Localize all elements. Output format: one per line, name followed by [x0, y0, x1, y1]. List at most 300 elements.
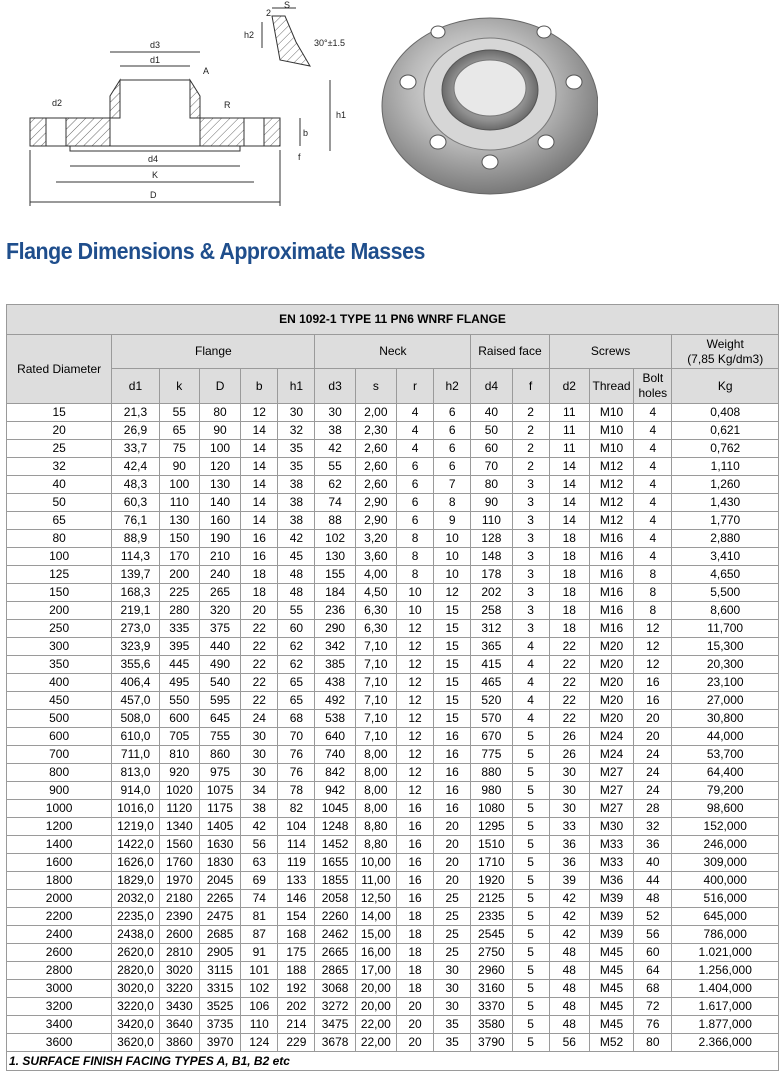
rated-diameter-cell: 2600	[7, 944, 112, 962]
rated-diameter-cell: 15	[7, 404, 112, 422]
table-cell: 48	[549, 1016, 589, 1034]
table-cell: 20,00	[355, 980, 396, 998]
table-cell: 16	[396, 854, 433, 872]
table-cell: 225	[159, 584, 199, 602]
rated-diameter-cell: 2800	[7, 962, 112, 980]
table-cell: 48	[549, 980, 589, 998]
drawing-label-angle: 30°±1.5	[314, 38, 346, 48]
table-cell: 44,000	[672, 728, 779, 746]
table-cell: 457,0	[112, 692, 159, 710]
table-cell: 2462	[315, 926, 355, 944]
subheader-cell: D	[199, 369, 240, 404]
table-cell: 16	[634, 692, 672, 710]
table-cell: 860	[199, 746, 240, 764]
table-body	[7, 404, 779, 1052]
rated-diameter-cell: 150	[7, 584, 112, 602]
table-cell: 188	[278, 962, 315, 980]
table-cell: 258	[471, 602, 512, 620]
table-cell: 1248	[315, 818, 355, 836]
table-cell: 8	[396, 548, 433, 566]
table-cell: 24	[634, 782, 672, 800]
subheader-cell: d4	[471, 369, 512, 404]
table-cell: 102	[315, 530, 355, 548]
table-cell: 3475	[315, 1016, 355, 1034]
table-cell: 87	[241, 926, 278, 944]
table-cell: 14	[241, 512, 278, 530]
table-cell: 5	[512, 764, 549, 782]
table-cell: 18	[396, 962, 433, 980]
table-cell: 6	[434, 458, 471, 476]
drawing-label-d4: d4	[148, 154, 159, 164]
table-cell: 8,00	[355, 746, 396, 764]
table-cell: 22,00	[355, 1016, 396, 1034]
table-cell: 65	[278, 692, 315, 710]
table-row	[7, 710, 779, 728]
subheader-cell: Bolt holes	[634, 369, 672, 404]
table-cell: 16	[396, 890, 433, 908]
table-cell: 3	[512, 566, 549, 584]
table-cell: 42	[241, 818, 278, 836]
table-cell: 6	[396, 476, 433, 494]
table-cell: 375	[199, 620, 240, 638]
table-cell: 705	[159, 728, 199, 746]
table-cell: 1.617,000	[672, 998, 779, 1016]
table-cell: 3220	[159, 980, 199, 998]
table-cell: 12	[634, 638, 672, 656]
table-cell: 438	[315, 674, 355, 692]
table-cell: 4	[396, 404, 433, 422]
table-cell: 5,500	[672, 584, 779, 602]
drawing-label-d3: d3	[150, 40, 161, 50]
table-cell: M27	[589, 782, 633, 800]
table-cell: 22	[241, 692, 278, 710]
drawing-label-k: K	[152, 170, 159, 180]
table-cell: 5	[512, 1034, 549, 1052]
table-cell: 90	[471, 494, 512, 512]
table-cell: 65	[159, 422, 199, 440]
table-cell: 76	[278, 746, 315, 764]
table-cell: 1.404,000	[672, 980, 779, 998]
table-cell: 3315	[199, 980, 240, 998]
table-cell: M24	[589, 728, 633, 746]
table-cell: 79,200	[672, 782, 779, 800]
table-cell: 465	[471, 674, 512, 692]
table-cell: 2,90	[355, 494, 396, 512]
flange-photo	[378, 2, 598, 202]
table-cell: 490	[199, 656, 240, 674]
table-cell: 880	[471, 764, 512, 782]
table-cell: 12	[396, 728, 433, 746]
table-cell: 202	[471, 584, 512, 602]
table-cell: 3	[512, 476, 549, 494]
table-cell: 3220,0	[112, 998, 159, 1016]
table-cell: 8	[634, 584, 672, 602]
rated-diameter-cell: 3400	[7, 1016, 112, 1034]
table-cell: 30	[278, 404, 315, 422]
table-cell: 355,6	[112, 656, 159, 674]
table-cell: 3,20	[355, 530, 396, 548]
table-cell: 595	[199, 692, 240, 710]
table-cell: 48,3	[112, 476, 159, 494]
table-cell: 35	[434, 1034, 471, 1052]
table-cell: 16	[396, 800, 433, 818]
table-cell: 7,10	[355, 656, 396, 674]
table-cell: 110	[241, 1016, 278, 1034]
table-cell: 16	[434, 764, 471, 782]
table-cell: 22,00	[355, 1034, 396, 1052]
rated-diameter-cell: 2000	[7, 890, 112, 908]
table-cell: 192	[278, 980, 315, 998]
table-cell: 4	[396, 440, 433, 458]
table-cell: 30	[434, 962, 471, 980]
table-cell: 32	[278, 422, 315, 440]
table-cell: 70	[278, 728, 315, 746]
table-cell: 78	[278, 782, 315, 800]
table-row	[7, 656, 779, 674]
table-cell: M12	[589, 476, 633, 494]
table-cell: M30	[589, 818, 633, 836]
table-cell: 2180	[159, 890, 199, 908]
rated-diameter-cell: 32	[7, 458, 112, 476]
table-cell: 3	[512, 530, 549, 548]
table-cell: 91	[241, 944, 278, 962]
table-cell: M45	[589, 1016, 633, 1034]
table-row	[7, 584, 779, 602]
subheader-cell: Thread	[589, 369, 633, 404]
table-cell: 1.877,000	[672, 1016, 779, 1034]
table-cell: 1,260	[672, 476, 779, 494]
table-cell: 312	[471, 620, 512, 638]
table-cell: 740	[315, 746, 355, 764]
table-cell: 538	[315, 710, 355, 728]
table-cell: 18	[241, 584, 278, 602]
table-row	[7, 440, 779, 458]
table-cell: 25	[434, 944, 471, 962]
table-cell: 65	[278, 674, 315, 692]
table-cell: 775	[471, 746, 512, 764]
table-cell: 2620,0	[112, 944, 159, 962]
table-cell: 8	[634, 566, 672, 584]
table-cell: 200	[159, 566, 199, 584]
table-cell: 3370	[471, 998, 512, 1016]
table-cell: 5	[512, 746, 549, 764]
table-cell: 80	[471, 476, 512, 494]
table-cell: 120	[199, 458, 240, 476]
table-cell: 76	[278, 764, 315, 782]
table-cell: 1080	[471, 800, 512, 818]
rated-diameter-cell: 500	[7, 710, 112, 728]
table-cell: 15	[434, 638, 471, 656]
table-cell: 60	[471, 440, 512, 458]
table-cell: 516,000	[672, 890, 779, 908]
table-cell: 610,0	[112, 728, 159, 746]
table-cell: M20	[589, 692, 633, 710]
table-cell: 1016,0	[112, 800, 159, 818]
table-row	[7, 422, 779, 440]
table-cell: 4	[512, 656, 549, 674]
table-cell: 2125	[471, 890, 512, 908]
table-cell: 55	[315, 458, 355, 476]
table-row	[7, 404, 779, 422]
table-cell: M20	[589, 710, 633, 728]
table-cell: 1855	[315, 872, 355, 890]
table-cell: 813,0	[112, 764, 159, 782]
table-cell: 128	[471, 530, 512, 548]
table-cell: 81	[241, 908, 278, 926]
table-cell: 2905	[199, 944, 240, 962]
table-cell: 90	[199, 422, 240, 440]
table-cell: 6,30	[355, 602, 396, 620]
table-cell: 670	[471, 728, 512, 746]
table-cell: 60	[634, 944, 672, 962]
table-cell: 2	[512, 422, 549, 440]
table-cell: 10,00	[355, 854, 396, 872]
table-cell: 5	[512, 854, 549, 872]
table-cell: 45	[278, 548, 315, 566]
table-row	[7, 692, 779, 710]
table-cell: 10	[396, 602, 433, 620]
table-cell: 69	[241, 872, 278, 890]
table-cell: 2750	[471, 944, 512, 962]
table-cell: 1295	[471, 818, 512, 836]
table-cell: 22	[241, 656, 278, 674]
table-cell: 16,00	[355, 944, 396, 962]
table-row	[7, 818, 779, 836]
table-cell: 184	[315, 584, 355, 602]
table-cell: 12	[434, 584, 471, 602]
table-cell: 44	[634, 872, 672, 890]
table-cell: 152,000	[672, 818, 779, 836]
table-cell: 56	[241, 836, 278, 854]
table-cell: 219,1	[112, 602, 159, 620]
table-cell: M39	[589, 926, 633, 944]
table-cell: 80	[199, 404, 240, 422]
table-cell: 2865	[315, 962, 355, 980]
table-cell: 38	[315, 422, 355, 440]
table-cell: 214	[278, 1016, 315, 1034]
table-cell: 2335	[471, 908, 512, 926]
table-cell: 2265	[199, 890, 240, 908]
table-cell: 4	[634, 530, 672, 548]
rated-diameter-cell: 450	[7, 692, 112, 710]
table-cell: 62	[278, 656, 315, 674]
table-cell: 130	[199, 476, 240, 494]
table-row	[7, 854, 779, 872]
rated-diameter-cell: 80	[7, 530, 112, 548]
table-cell: 4	[634, 512, 672, 530]
table-row	[7, 548, 779, 566]
table-cell: 82	[278, 800, 315, 818]
table-cell: 2	[512, 458, 549, 476]
table-cell: 56	[549, 1034, 589, 1052]
rated-diameter-cell: 1600	[7, 854, 112, 872]
table-cell: 14	[241, 422, 278, 440]
table-row	[7, 620, 779, 638]
table-cell: 62	[315, 476, 355, 494]
table-cell: 20	[634, 710, 672, 728]
table-cell: 4	[634, 422, 672, 440]
subheader-cell: k	[159, 369, 199, 404]
table-cell: 74	[241, 890, 278, 908]
table-cell: 40	[471, 404, 512, 422]
table-cell: 48	[278, 584, 315, 602]
table-cell: 23,100	[672, 674, 779, 692]
table-cell: 2,00	[355, 404, 396, 422]
table-cell: 550	[159, 692, 199, 710]
table-cell: 16	[396, 836, 433, 854]
table-cell: 7,10	[355, 692, 396, 710]
table-cell: 4	[512, 710, 549, 728]
table-footnote: 1. SURFACE FINISH FACING TYPES A, B1, B2 etc	[7, 1052, 779, 1071]
table-cell: 12	[396, 638, 433, 656]
table-cell: 975	[199, 764, 240, 782]
table-cell: M45	[589, 998, 633, 1016]
table-cell: 101	[241, 962, 278, 980]
table-cell: 63	[241, 854, 278, 872]
table-row	[7, 602, 779, 620]
table-cell: 2,60	[355, 458, 396, 476]
table-cell: 2438,0	[112, 926, 159, 944]
table-row	[7, 746, 779, 764]
table-cell: 160	[199, 512, 240, 530]
table-cell: M45	[589, 980, 633, 998]
table-cell: 114	[278, 836, 315, 854]
table-row	[7, 458, 779, 476]
table-cell: 4,50	[355, 584, 396, 602]
table-cell: 40	[634, 854, 672, 872]
table-row	[7, 800, 779, 818]
table-cell: 130	[315, 548, 355, 566]
table-cell: 3	[512, 620, 549, 638]
table-cell: 2,60	[355, 440, 396, 458]
table-cell: 4	[512, 638, 549, 656]
table-cell: M27	[589, 800, 633, 818]
table-cell: 5	[512, 980, 549, 998]
rated-diameter-cell: 1400	[7, 836, 112, 854]
table-cell: 12	[396, 746, 433, 764]
table-cell: 5	[512, 1016, 549, 1034]
table-cell: 15	[434, 710, 471, 728]
table-cell: 2.366,000	[672, 1034, 779, 1052]
table-cell: M12	[589, 494, 633, 512]
table-cell: 9	[434, 512, 471, 530]
table-cell: M16	[589, 584, 633, 602]
table-cell: 52	[634, 908, 672, 926]
table-cell: 90	[159, 458, 199, 476]
drawing-label-s: S	[284, 0, 291, 10]
table-cell: 20	[396, 998, 433, 1016]
table-cell: 5	[512, 728, 549, 746]
table-row	[7, 836, 779, 854]
table-cell: 4	[512, 692, 549, 710]
table-cell: 16	[241, 530, 278, 548]
table-cell: 1.256,000	[672, 962, 779, 980]
table-cell: 495	[159, 674, 199, 692]
table-cell: 3970	[199, 1034, 240, 1052]
table-cell: 3	[512, 512, 549, 530]
rated-diameter-cell: 1800	[7, 872, 112, 890]
table-cell: 26,9	[112, 422, 159, 440]
table-cell: 3735	[199, 1016, 240, 1034]
table-cell: 320	[199, 602, 240, 620]
table-cell: 178	[471, 566, 512, 584]
table-cell: 148	[471, 548, 512, 566]
table-cell: 20	[434, 836, 471, 854]
table-cell: 42	[549, 908, 589, 926]
table-cell: 14	[241, 440, 278, 458]
table-cell: 2045	[199, 872, 240, 890]
table-cell: 3	[512, 548, 549, 566]
table-cell: 18	[549, 620, 589, 638]
header-neck: Neck	[315, 335, 471, 369]
table-cell: 55	[159, 404, 199, 422]
table-row	[7, 674, 779, 692]
table-cell: 3640	[159, 1016, 199, 1034]
table-cell: 190	[199, 530, 240, 548]
rated-diameter-cell: 20	[7, 422, 112, 440]
table-cell: 18	[549, 566, 589, 584]
table-cell: 15	[434, 674, 471, 692]
drawing-label-d2: d2	[52, 98, 63, 108]
table-cell: 323,9	[112, 638, 159, 656]
table-cell: 18	[396, 980, 433, 998]
table-cell: 2475	[199, 908, 240, 926]
table-cell: 4	[634, 404, 672, 422]
table-cell: 154	[278, 908, 315, 926]
table-cell: 18	[241, 566, 278, 584]
table-cell: 12,50	[355, 890, 396, 908]
drawing-label-h1: h1	[336, 110, 347, 120]
table-cell: M33	[589, 836, 633, 854]
drawing-label-d: D	[150, 190, 157, 200]
table-cell: M16	[589, 566, 633, 584]
table-cell: 2058	[315, 890, 355, 908]
subheader-cell: d2	[549, 369, 589, 404]
table-cell: 236	[315, 602, 355, 620]
table-cell: 5	[512, 926, 549, 944]
table-cell: 35	[278, 458, 315, 476]
table-cell: 15,300	[672, 638, 779, 656]
table-cell: 48	[278, 566, 315, 584]
table-cell: 15	[434, 602, 471, 620]
table-cell: 100	[159, 476, 199, 494]
weight-label: Weight	[706, 336, 744, 351]
table-cell: 2810	[159, 944, 199, 962]
table-cell: 30	[241, 764, 278, 782]
table-cell: 12	[396, 782, 433, 800]
table-cell: 16	[634, 674, 672, 692]
table-cell: M20	[589, 656, 633, 674]
table-cell: 14	[549, 512, 589, 530]
table-cell: 445	[159, 656, 199, 674]
table-cell: 395	[159, 638, 199, 656]
table-cell: 570	[471, 710, 512, 728]
table-cell: 3068	[315, 980, 355, 998]
table-cell: 5	[512, 836, 549, 854]
table-cell: 1655	[315, 854, 355, 872]
table-cell: 102	[241, 980, 278, 998]
table-cell: 406,4	[112, 674, 159, 692]
table-cell: 920	[159, 764, 199, 782]
table-row	[7, 908, 779, 926]
table-cell: 415	[471, 656, 512, 674]
rated-diameter-cell: 900	[7, 782, 112, 800]
table-cell: 492	[315, 692, 355, 710]
table-cell: 3678	[315, 1034, 355, 1052]
table-cell: 229	[278, 1034, 315, 1052]
table-cell: 2235,0	[112, 908, 159, 926]
table-row	[7, 890, 779, 908]
